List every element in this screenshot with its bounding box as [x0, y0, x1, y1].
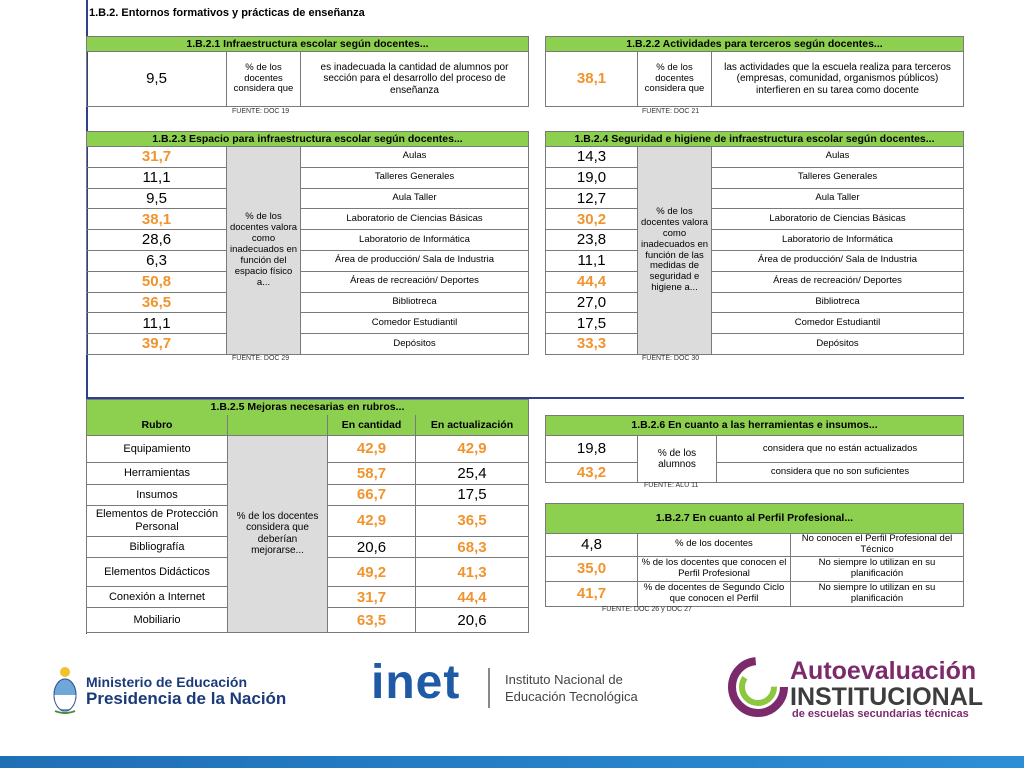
table-header: 1.B.2.7 En cuanto al Perfil Profesional...	[546, 504, 964, 534]
ministerio-line1: Ministerio de Educación	[86, 674, 248, 690]
table-header: 1.B.2.2 Actividades para terceros según docentes...	[546, 37, 964, 52]
value-cell: 23,8	[546, 230, 638, 251]
item-label: Laboratorio de Ciencias Básicas	[301, 209, 529, 230]
value-cell: 19,8	[546, 436, 638, 463]
item-label: Depósitos	[712, 334, 964, 355]
item-label: Aula Taller	[301, 188, 529, 209]
table-row	[87, 209, 529, 230]
item-label: Áreas de recreación/ Deportes	[712, 271, 964, 292]
description-cell: No siempre lo utilizan en su planificación	[791, 556, 964, 581]
table-row	[546, 188, 964, 209]
auto-line2: INSTITUCIONAL	[790, 683, 984, 711]
cantidad-cell: 66,7	[328, 484, 416, 505]
footer-bar	[0, 756, 1024, 768]
source-note: FUENTE: DOC 26 y DOC 27	[602, 606, 692, 613]
table-perfil	[545, 503, 964, 607]
value-cell: 35,0	[546, 556, 638, 581]
rubro-cell: Herramientas	[87, 463, 228, 484]
item-label: Laboratorio de Informática	[712, 230, 964, 251]
item-label: Aulas	[712, 147, 964, 168]
table-row	[87, 147, 529, 168]
table-row	[546, 230, 964, 251]
value-cell: 44,4	[546, 271, 638, 292]
table-row	[546, 313, 964, 334]
table-espacio	[86, 131, 529, 355]
argentina-shield-icon	[52, 665, 78, 715]
description-cell: No conocen el Perfil Profesional del Técnico	[791, 534, 964, 557]
value-cell: 50,8	[87, 271, 227, 292]
cantidad-cell: 63,5	[328, 608, 416, 633]
value-cell: 6,3	[87, 250, 227, 271]
logo-divider	[488, 668, 490, 708]
source-note: FUENTE: DOC 21	[642, 108, 700, 115]
label-cell: % de los docentes que conocen el Perfil Profesional	[638, 556, 791, 581]
col-cantidad: En cantidad	[328, 415, 416, 435]
value-cell: 39,7	[87, 334, 227, 355]
value-cell: 12,7	[546, 188, 638, 209]
item-label: Comedor Estudiantil	[301, 313, 529, 334]
table-row	[87, 271, 529, 292]
label-cell: % de los docentes considera que deberían mejorarse...	[228, 435, 328, 632]
table-header: 1.B.2.1 Infraestructura escolar según docentes...	[87, 37, 529, 52]
label-cell: % de los docentes valora como inadecuados en función de las medidas de seguridad e higiene a...	[638, 147, 712, 355]
rubro-cell: Bibliografía	[87, 536, 228, 557]
col-actualizacion: En actualización	[416, 415, 529, 435]
value-cell: 11,1	[87, 313, 227, 334]
table-herramientas	[545, 415, 964, 483]
item-label: Aula Taller	[712, 188, 964, 209]
table-row	[546, 167, 964, 188]
table-row	[87, 188, 529, 209]
rubro-cell: Equipamiento	[87, 435, 228, 463]
actualizacion-cell: 42,9	[416, 435, 529, 463]
table-header: 1.B.2.5 Mejoras necesarias en rubros...	[87, 400, 529, 415]
actualizacion-cell: 44,4	[416, 586, 529, 607]
auto-line1: Autoevaluación	[790, 657, 977, 685]
auto-line3: de escuelas secundarias técnicas	[792, 708, 969, 720]
table-row	[87, 334, 529, 355]
actualizacion-cell: 36,5	[416, 506, 529, 537]
table-mejoras	[86, 399, 529, 633]
table-row	[546, 581, 964, 606]
label-cell: % de los docentes	[638, 534, 791, 557]
label-cell: % de docentes de Segundo Ciclo que conocen el Perfil	[638, 581, 791, 606]
inet-line2: Educación Tecnológica	[505, 689, 638, 704]
label-cell: % de los alumnos	[638, 436, 717, 483]
value-cell: 9,5	[87, 52, 227, 107]
table-row	[87, 167, 529, 188]
ministerio-line2: Presidencia de la Nación	[86, 689, 287, 708]
cantidad-cell: 20,6	[328, 536, 416, 557]
value-cell: 31,7	[87, 147, 227, 168]
table-row	[87, 435, 529, 463]
value-cell: 11,1	[546, 250, 638, 271]
rubro-cell: Conexión a Internet	[87, 586, 228, 607]
description-cell: considera que no están actualizados	[717, 436, 964, 463]
item-label: Comedor Estudiantil	[712, 313, 964, 334]
item-label: Aulas	[301, 147, 529, 168]
cantidad-cell: 31,7	[328, 586, 416, 607]
item-label: Talleres Generales	[712, 167, 964, 188]
item-label: Talleres Generales	[301, 167, 529, 188]
page-title: 1.B.2. Entornos formativos y prácticas de enseñanza	[89, 7, 365, 19]
col-rubro: Rubro	[87, 415, 228, 435]
value-cell: 43,2	[546, 463, 638, 483]
source-note: FUENTE: DOC 19	[232, 108, 290, 115]
value-cell: 27,0	[546, 292, 638, 313]
table-header: 1.B.2.4 Seguridad e higiene de infraestructura escolar según docentes...	[546, 132, 964, 147]
autoevaluacion-logo-icon	[728, 657, 788, 717]
table-actividades	[545, 36, 964, 107]
item-label: Laboratorio de Informática	[301, 230, 529, 251]
actualizacion-cell: 17,5	[416, 484, 529, 505]
table-row	[87, 250, 529, 271]
rubro-cell: Mobiliario	[87, 608, 228, 633]
value-cell: 33,3	[546, 334, 638, 355]
table-row	[87, 292, 529, 313]
table-row	[546, 271, 964, 292]
actualizacion-cell: 68,3	[416, 536, 529, 557]
table-row	[87, 230, 529, 251]
table-row	[546, 292, 964, 313]
value-cell: 38,1	[87, 209, 227, 230]
item-label: Laboratorio de Ciencias Básicas	[712, 209, 964, 230]
rubro-cell: Insumos	[87, 484, 228, 505]
rubro-cell: Elementos Didácticos	[87, 558, 228, 587]
value-cell: 30,2	[546, 209, 638, 230]
source-note: FUENTE: DOC 29	[232, 355, 290, 362]
cantidad-cell: 42,9	[328, 506, 416, 537]
rubro-cell: Elementos de Protección Personal	[87, 506, 228, 537]
table-header: 1.B.2.3 Espacio para infraestructura escolar según docentes...	[87, 132, 529, 147]
table-seguridad	[545, 131, 964, 355]
label-cell: % de los docentes considera que	[227, 52, 301, 107]
label-cell: % de los docentes considera que	[638, 52, 712, 107]
table-row	[546, 334, 964, 355]
table-row	[546, 463, 964, 483]
item-label: Área de producción/ Sala de Industria	[712, 250, 964, 271]
value-cell: 36,5	[87, 292, 227, 313]
item-label: Bibliotreca	[301, 292, 529, 313]
table-row	[546, 436, 964, 463]
table-row	[546, 209, 964, 230]
description-cell: las actividades que la escuela realiza para terceros (empresas, comunidad, organismos públicos) interfieren en su tarea como docente	[712, 52, 964, 107]
value-cell: 11,1	[87, 167, 227, 188]
item-label: Bibliotreca	[712, 292, 964, 313]
cantidad-cell: 49,2	[328, 558, 416, 587]
table-row	[546, 147, 964, 168]
value-cell: 17,5	[546, 313, 638, 334]
source-note: FUENTE: ALU 11	[644, 482, 699, 489]
value-cell: 28,6	[87, 230, 227, 251]
table-row	[87, 313, 529, 334]
cantidad-cell: 42,9	[328, 435, 416, 463]
description-cell: No siempre lo utilizan en su planificación	[791, 581, 964, 606]
item-label: Áreas de recreación/ Deportes	[301, 271, 529, 292]
description-cell: considera que no son suficientes	[717, 463, 964, 483]
inet-logo: inet	[371, 656, 461, 709]
value-cell: 19,0	[546, 167, 638, 188]
item-label: Área de producción/ Sala de Industria	[301, 250, 529, 271]
actualizacion-cell: 20,6	[416, 608, 529, 633]
value-cell: 4,8	[546, 534, 638, 557]
table-row	[546, 534, 964, 557]
table-row	[546, 250, 964, 271]
value-cell: 14,3	[546, 147, 638, 168]
value-cell: 9,5	[87, 188, 227, 209]
label-cell: % de los docentes valora como inadecuados en función del espacio físico a...	[227, 147, 301, 355]
actualizacion-cell: 25,4	[416, 463, 529, 484]
cantidad-cell: 58,7	[328, 463, 416, 484]
source-note: FUENTE: DOC 30	[642, 355, 700, 362]
value-cell: 38,1	[546, 52, 638, 107]
table-header: 1.B.2.6 En cuanto a las herramientas e insumos...	[546, 416, 964, 436]
description-cell: es inadecuada la cantidad de alumnos por sección para el desarrollo del proceso de enseñanza	[301, 52, 529, 107]
value-cell: 41,7	[546, 581, 638, 606]
table-row	[546, 556, 964, 581]
actualizacion-cell: 41,3	[416, 558, 529, 587]
item-label: Depósitos	[301, 334, 529, 355]
table-infraestructura	[86, 36, 529, 107]
inet-line1: Instituto Nacional de	[505, 672, 623, 687]
